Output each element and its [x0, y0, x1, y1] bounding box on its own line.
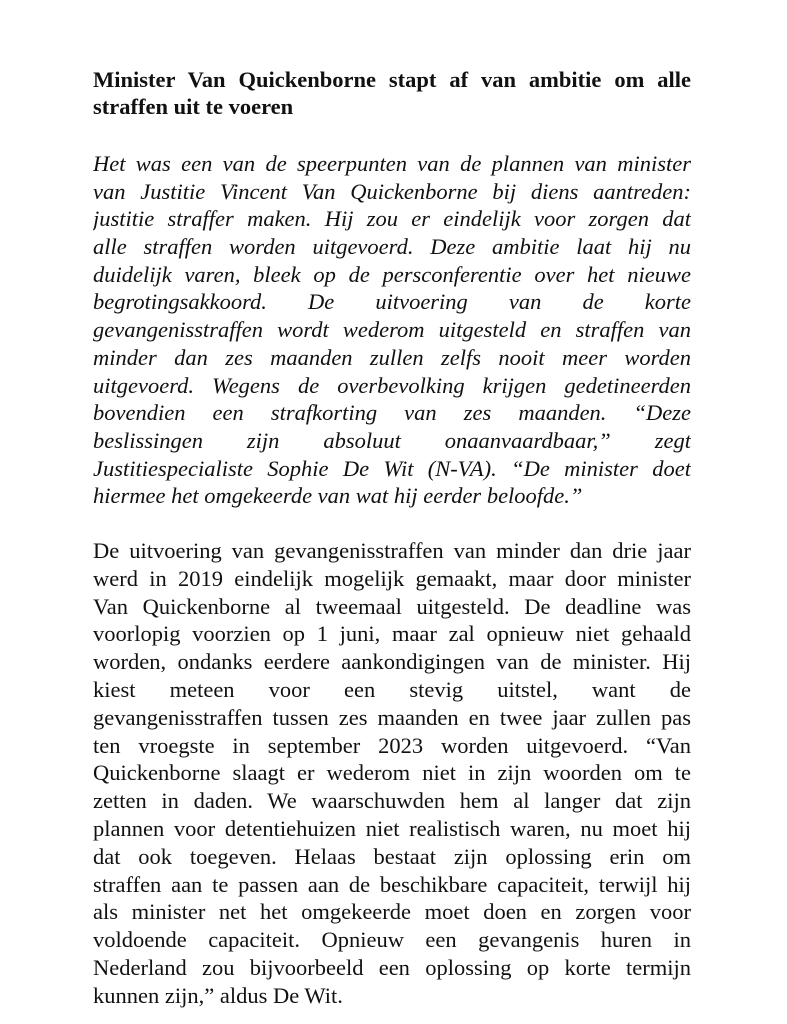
- lead-line: begrotingsakkoord. De uitvoering van de korte: [93, 289, 691, 315]
- article-title: [93, 66, 691, 120]
- body-line: plannen voor detentiehuizen niet realistisch waren, nu moet hij: [93, 815, 691, 841]
- body-line: als minister net het omgekeerde moet doen en zorgen voor: [93, 899, 691, 925]
- body-line: Quickenborne slaagt er wederom niet in zijn woorden om te: [93, 760, 691, 786]
- body-line: voldoende capaciteit. Opnieuw een gevangenis huren in: [93, 927, 691, 953]
- lead-line: hiermee het omgekeerde van wat hij eerder beloofde.”: [93, 483, 583, 509]
- body-line: Van Quickenborne al tweemaal uitgesteld. De deadline was: [93, 593, 691, 619]
- body-line: De uitvoering van gevangenisstraffen van minder dan drie jaar: [93, 538, 691, 563]
- lead-line: gevangenisstraffen wordt wederom uitgesteld en straffen van: [93, 317, 691, 343]
- lead-line: Justitiespecialiste Sophie De Wit (N-VA). “De minister doet: [93, 455, 691, 481]
- lead-line: Het was een van de speerpunten van de plannen van minister: [93, 151, 691, 176]
- body-line: kunnen zijn,” aldus De Wit.: [93, 982, 343, 1008]
- body-line: worden, ondanks eerdere aankondigingen van de minister. Hij: [93, 649, 691, 675]
- body-line: gevangenisstraffen tussen zes maanden en twee jaar zullen pas: [93, 704, 691, 730]
- lead-line: uitgevoerd. Wegens de overbevolking krijgen gedetineerden: [93, 372, 691, 398]
- lead-line: van Justitie Vincent Van Quickenborne bij diens aantreden:: [93, 178, 691, 204]
- body-line: werd in 2019 eindelijk mogelijk gemaakt, maar door minister: [93, 565, 691, 591]
- lead-line: duidelijk varen, bleek op de persconferentie over het nieuwe: [93, 261, 691, 287]
- lead-line: justitie straffer maken. Hij zou er eindelijk voor zorgen dat: [93, 206, 691, 232]
- body-line: kiest meteen voor een stevig uitstel, want de: [93, 676, 691, 702]
- body-line: zetten in daden. We waarschuwden hem al langer dat zijn: [93, 788, 691, 814]
- lead-line: bovendien een strafkorting van zes maanden. “Deze: [93, 400, 691, 426]
- article-title-line: straffen uit te voeren: [93, 94, 294, 119]
- body-line: straffen aan te passen aan de beschikbare capaciteit, terwijl hij: [93, 871, 691, 897]
- body-line: Nederland zou bijvoorbeeld een oplossing op korte termijn: [93, 954, 691, 980]
- body-line: dat ook toegeven. Helaas bestaat zijn oplossing erin om: [93, 843, 691, 869]
- article-lead-paragraph: [93, 150, 691, 510]
- article-title-line: Minister Van Quickenborne stapt af van ambitie om alle: [93, 67, 691, 92]
- lead-line: minder dan zes maanden zullen zelfs nooit meer worden: [93, 344, 691, 370]
- body-line: ten vroegste in september 2023 worden uitgevoerd. “Van: [93, 732, 691, 758]
- lead-line: beslissingen zijn absoluut onaanvaardbaar,” zegt: [93, 427, 691, 453]
- body-line: voorlopig voorzien op 1 juni, maar zal opnieuw niet gehaald: [93, 621, 691, 647]
- lead-line: alle straffen worden uitgevoerd. Deze ambitie laat hij nu: [93, 234, 691, 260]
- article-body-paragraph: [93, 537, 691, 1010]
